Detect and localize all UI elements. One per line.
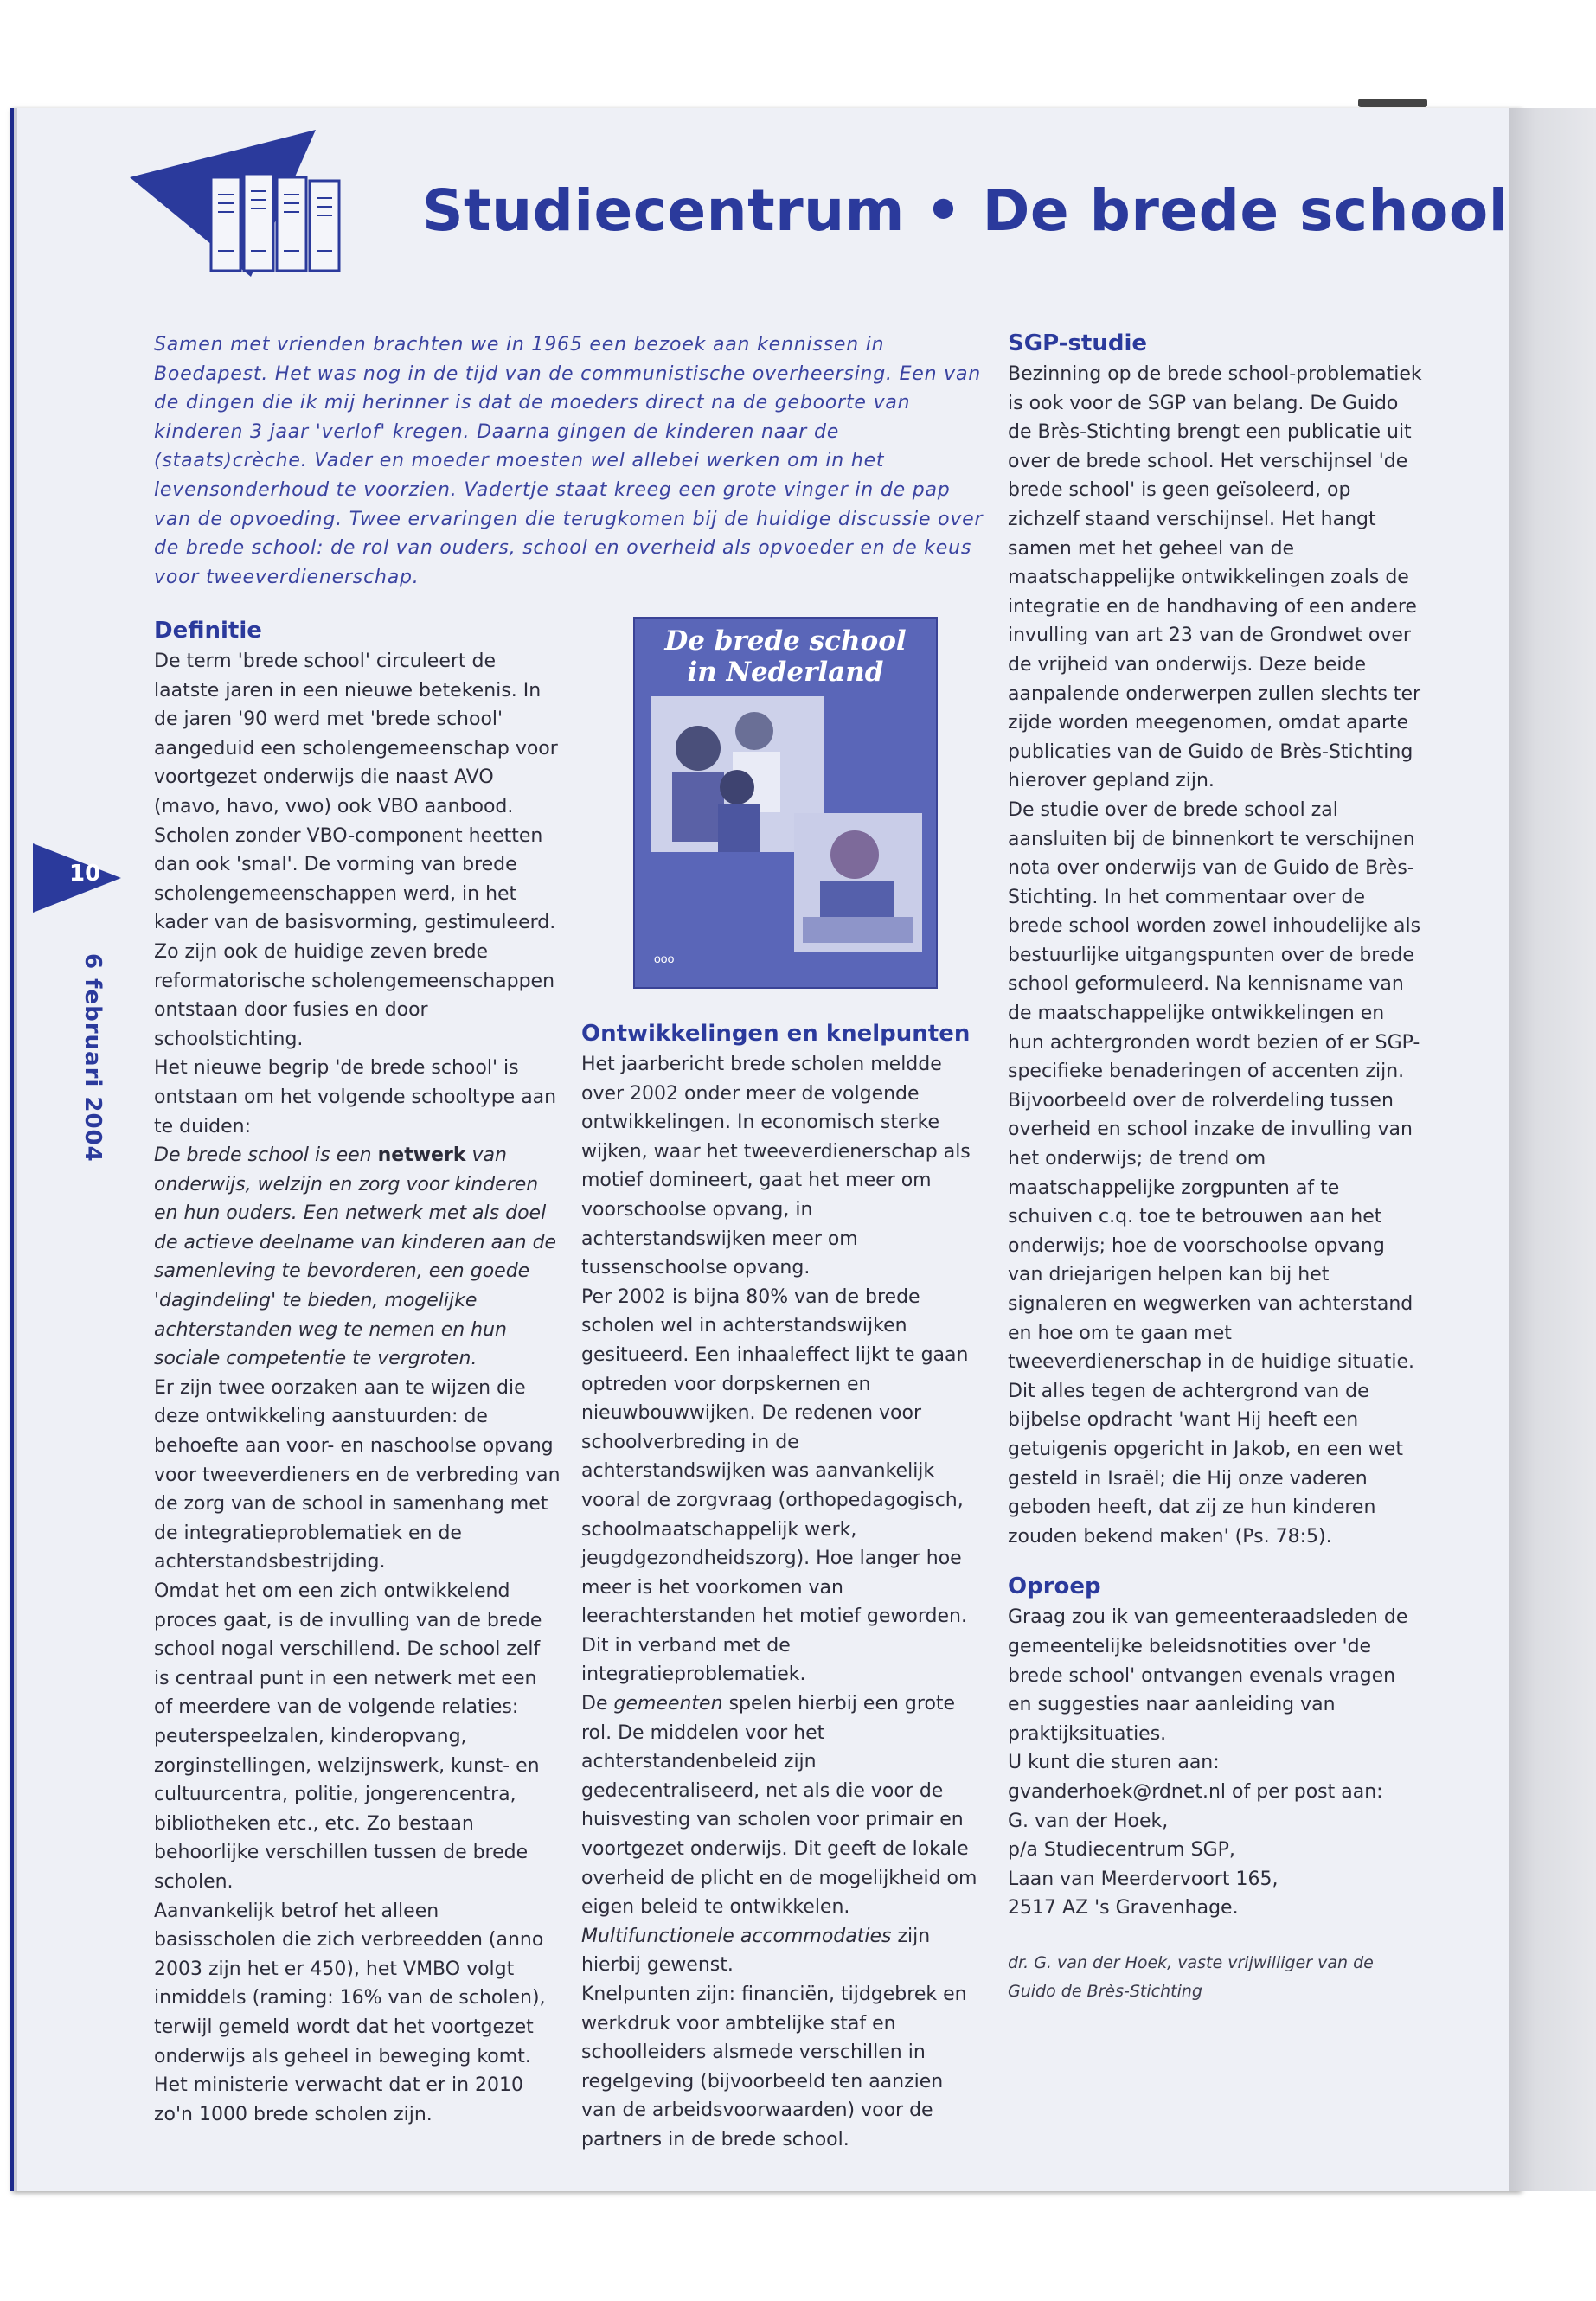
page-tab [1358, 99, 1427, 107]
cover-logo: ooo [654, 952, 675, 965]
contact-city: 2517 AZ 's Gravenhage. [1008, 1897, 1239, 1920]
section-heading-oproep: Oproep [1008, 1574, 1101, 1600]
cover-photo-boy [794, 813, 922, 952]
paragraph: Er zijn twee oorzaken aan te wijzen die deze ontwikkeling aanstuurden: de behoefte aan voor- en naschoolse opvang voor tweeverdieners en de verbreding van de zorg van de school in samenhang met de integratieproblematiek en de achterstandsbestrijding. [154, 1376, 561, 1574]
book-cover-image [633, 617, 938, 989]
paragraph: Omdat het om een zich ontwikkelend proces gaat, is de invulling van de brede school nogal verschillend. De school zelf is centraal punt in een netwerk met een of meerdere van de volgende relaties: peuterspeelzalen, kinderopvang, zorginstellingen, welzijnswerk, kunst- en cultuurcentra, politie, jongerencentra, bibliotheken etc., etc. Zo bestaan behoorlijke verschillen tussen de brede scholen. [154, 1580, 542, 1893]
column-sgp [1008, 327, 1423, 2007]
page-binding [10, 108, 33, 2191]
cover-title: De brede school in Nederland [664, 625, 907, 688]
section-heading-ontwikkelingen: Ontwikkelingen en knelpunten [581, 1021, 971, 1047]
contact-intro: U kunt die sturen aan: [1008, 1752, 1220, 1774]
paragraph: Knelpunten zijn: financiën, tijdgebrek en werkdruk voor ambtelijke staf en schoolleiders alsmede verschillen in regelgeving (bijvoorbeeld ten aanzien van de arbeidsvoorwaarden) voor de partners in de brede school. [581, 1984, 967, 2150]
column-ontwikkelingen [581, 1017, 979, 2155]
section-heading-sgp: SGP-studie [1008, 330, 1148, 356]
next-page-edge [1509, 108, 1596, 2191]
paragraph: De term 'brede school' circuleert de laatste jaren in een nieuwe betekenis. In de jaren '90 werd met 'brede school' aangeduid een scholengemeenschap voor voortgezet onderwijs die naast AVO (mavo, havo, vwo) ook VBO aanbood. Scholen zonder VBO-component heetten dan ook 'smal'. De vorming van brede scholengemeenschappen werd, in het kader van de basisvorming, gestimuleerd. Zo zijn ook de huidige zeven brede reformatorische scholengemeenschappen ontstaan door fusies en door schoolstichting. [154, 651, 558, 1050]
contact-street: Laan van Meerdervoort 165, [1008, 1868, 1279, 1890]
contact-email: gvanderhoek@rdnet.nl of per post aan: [1008, 1780, 1383, 1803]
paragraph: Aanvankelijk betrof het alleen basisscholen die zich verbreedden (anno 2003 zijn het er 450), het VMBO volgt inmiddels (raming: 16% van de scholen), terwijl gemeld wordt dat het voortgezet onderwijs als geheel in beweging komt. Het ministerie verwacht dat er in 2010 zo'n 1000 brede scholen zijn. [154, 1900, 546, 2125]
issue-date: 6 februari 2004 [80, 953, 106, 1163]
paragraph: Bezinning op de brede school-problematiek is ook voor de SGP van belang. De Guido de Brès-Stichting brengt een publicatie uit over de brede school. Het verschijnsel 'de brede school' is geen geïsoleerd, op zichzelf staand verschijnsel. Het hangt samen met het geheel van de maatschappelijke ontwikkelingen zoals de integratie en de handhaving of een andere invulling van art 23 van de Grondwet over de vrijheid van onderwijs. Deze beide aanpalende onderwerpen zullen slechts ter zijde worden meegenomen, omdat aparte publicaties van de Guido de Brès-Stichting hierover gepland zijn. [1008, 363, 1422, 792]
paragraph: Het jaarbericht brede scholen meldde over 2002 onder meer de volgende ontwikkelingen. In economisch sterke wijken, waar het tweeverdienerschap als motief domineert, gaat het meer om voorschoolse opvang, in achterstandswijken meer om tussenschoolse opvang. [581, 1054, 971, 1279]
definition-quote: De brede school is een netwerk van onderwijs, welzijn en zorg voor kinderen en hun ouders. Een netwerk met als doel de actieve deelname van kinderen aan de samenleving te bevorderen, een goede 'dagindeling' te bieden, mogelijke achterstanden weg te nemen en hun sociale competentie te vergroten. [154, 1144, 557, 1370]
page-number: 10 [69, 861, 101, 887]
definition-keyword: netwerk [377, 1144, 466, 1167]
contact-name: G. van der Hoek, [1008, 1810, 1169, 1832]
books-icon [208, 169, 346, 277]
paragraph: De gemeenten spelen hierbij een grote rol. De middelen voor het achterstandenbeleid zijn gedecentraliseerd, net als die voor de huisvesting van scholen voor primair en voortgezet onderwijs. Dit geeft de lokale overheid de plicht en de mogelijkheid om eigen beleid te ontwikkelen. Multifunctionele accommodaties zijn hierbij gewenst. [581, 1693, 977, 1977]
column-definitie [154, 614, 561, 2129]
paragraph: Graag zou ik van gemeenteraadsleden de gemeentelijke beleidsnotities over 'de brede school' ontvangen evenals vragen en suggesties naar aanleiding van praktijksituaties. [1008, 1606, 1408, 1745]
paragraph: Per 2002 is bijna 80% van de brede scholen wel in achterstandswijken gesitueerd. Een inhaaleffect lijkt te gaan optreden voor dorpskernen en nieuwbouwwijken. De redenen voor schoolverbreding in de achterstandswijken was aanvankelijk vooral de zorgvraag (orthopedagogisch, schoolmaatschappelijk werk, jeugdgezondheidszorg). Hoe langer hoe meer is het voorkomen van leerachterstanden het motief geworden. Dit in verband met de integratieproblematiek. [581, 1285, 969, 1686]
paragraph: De studie over de brede school zal aansluiten bij de binnenkort te verschijnen nota over onderwijs van de Guido de Brès-Stichting. In het commentaar over de brede school worden zowel inhoudelijke als bestuurlijke uitgangspunten over de brede school geformuleerd. Na kennisname van de maatschappelijke ontwikkelingen en hun achtergronden wordt bezien of er SGP-specifieke benaderingen of accenten zijn. Bijvoorbeeld over de rolverdeling tussen overheid en school inzake de invulling van het onderwijs; de trend om maatschappelijke zorgpunten af te schuiven c.q. toe te betrouwen aan het onderwijs; hoe de voorschoolse opvang van driejarigen helpen kan bij het signaleren en wegwerken van achterstand en hoe om te gaan met tweeverdienerschap in de huidige situatie. Dit alles tegen de achtergrond van de bijbelse opdracht 'want Hij heeft een getuigenis opgericht in Jakob, en een wet gesteld in Israël; die Hij onze vaderen geboden heeft, dat zij ze hun kinderen zouden bekend maken' (Ps. 78:5). [1008, 798, 1421, 1548]
intro-paragraph: Samen met vrienden brachten we in 1965 een bezoek aan kennissen in Boedapest. Het was nog in de tijd van de communistische overheersing. Een van de dingen die ik mij herinner is dat de moeders direct na de geboorte van kinderen 3 jaar 'verlof' kregen. Daarna gingen de kinderen naar de (staats)crèche. Vader en moeder moesten wel allebei werken om in het levensonderhoud te voorzien. Vadertje staat kreeg een grote vinger in de pap van de opvoeding. Twee ervaringen die terugkomen bij de huidige discussie over de brede school: de rol van ouders, school en overheid als opvoeder en de keus voor tweeverdienerschap. [154, 334, 984, 588]
section-heading-definitie: Definitie [154, 618, 262, 644]
author-signature: dr. G. van der Hoek, vaste vrijwilliger van de Guido de Brès-Stichting [1008, 1952, 1374, 2002]
page-title: Studiecentrum • De brede school [422, 177, 1509, 244]
paragraph: Het nieuwe begrip 'de brede school' is ontstaan om het volgende schooltype aan te duiden: [154, 1057, 557, 1138]
contact-org: p/a Studiecentrum SGP, [1008, 1839, 1235, 1862]
